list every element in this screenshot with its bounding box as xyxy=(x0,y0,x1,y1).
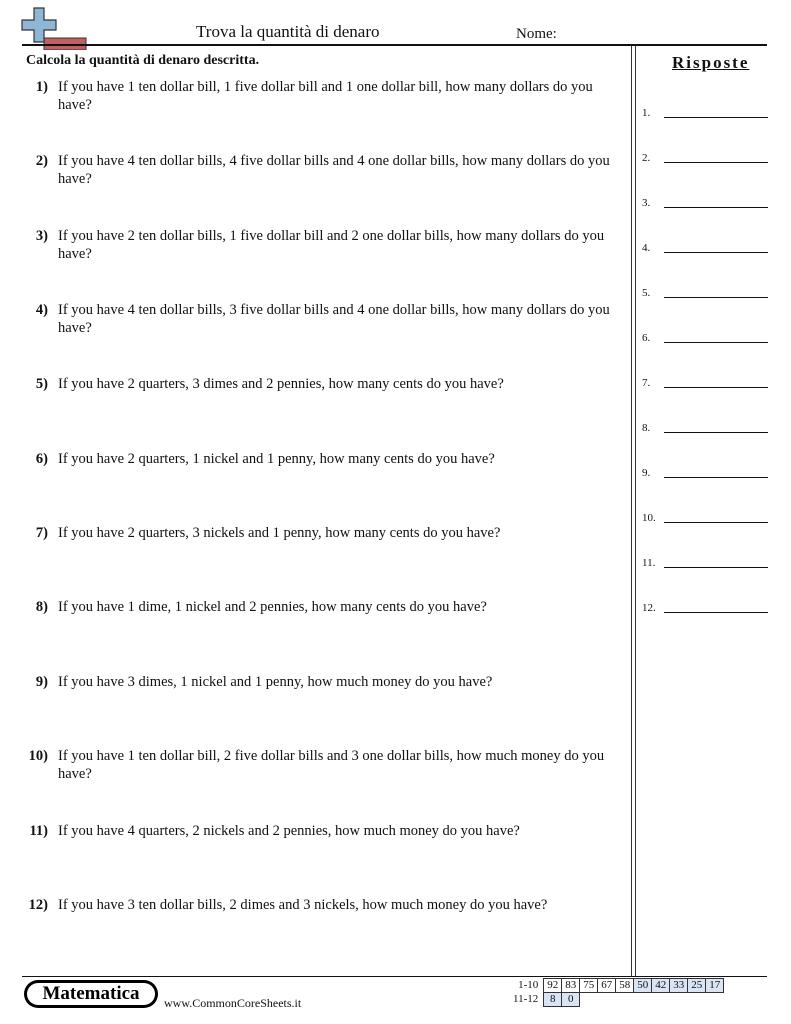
answer-number: 5. xyxy=(642,287,651,299)
score-cell: 0 xyxy=(562,993,580,1007)
answer-slot-6[interactable] xyxy=(642,325,768,345)
question-number: 2) xyxy=(35,153,48,169)
answer-number: 4. xyxy=(642,242,651,254)
answer-line[interactable] xyxy=(664,567,768,568)
question-text: If you have 4 ten dollar bills, 4 five dollar bills and 4 one dollar bills, how many dollars do you have? xyxy=(58,153,610,187)
answer-line[interactable] xyxy=(664,432,768,433)
score-cell: 75 xyxy=(580,979,598,993)
column-divider xyxy=(635,46,636,976)
column-divider xyxy=(631,46,632,976)
question-text: If you have 2 quarters, 3 dimes and 2 pennies, how many cents do you have? xyxy=(58,376,504,392)
score-table xyxy=(510,978,724,1007)
answer-slot-5[interactable] xyxy=(642,280,768,300)
answer-number: 3. xyxy=(642,197,651,209)
answer-number: 2. xyxy=(642,152,651,164)
question-text: If you have 1 ten dollar bill, 1 five dollar bill and 1 one dollar bill, how many dollars do you have? xyxy=(58,79,593,113)
question-text: If you have 4 quarters, 2 nickels and 2 pennies, how much money do you have? xyxy=(58,823,520,839)
score-range: 11-12 xyxy=(513,993,539,1005)
answer-number: 10. xyxy=(642,512,656,524)
question-text: If you have 1 ten dollar bill, 2 five dollar bills and 3 one dollar bills, how much money do you have? xyxy=(58,748,605,782)
answer-slot-1[interactable] xyxy=(642,100,768,120)
question-number: 6) xyxy=(35,451,48,467)
answer-slot-3[interactable] xyxy=(642,190,768,210)
question-text: If you have 2 quarters, 3 nickels and 1 penny, how many cents do you have? xyxy=(58,525,501,541)
score-cell: 8 xyxy=(544,993,562,1007)
question-number: 10) xyxy=(28,748,48,764)
answer-number: 8. xyxy=(642,422,651,434)
answer-number: 7. xyxy=(642,377,651,389)
answer-line[interactable] xyxy=(664,117,768,118)
question-number: 9) xyxy=(35,674,48,690)
question-number: 7) xyxy=(35,525,48,541)
answer-slot-7[interactable] xyxy=(642,370,768,390)
answer-slot-12[interactable] xyxy=(642,595,768,615)
answer-line[interactable] xyxy=(664,477,768,478)
question-number: 11) xyxy=(29,823,48,839)
footer-divider xyxy=(22,976,767,977)
score-row xyxy=(510,993,724,1007)
instructions: Calcola la quantità di denaro descritta. xyxy=(26,53,260,68)
score-cell: 83 xyxy=(562,979,580,993)
answer-line[interactable] xyxy=(664,252,768,253)
answers-title: Risposte xyxy=(672,53,750,72)
name-label: Nome: xyxy=(516,26,557,42)
header-divider xyxy=(22,44,767,46)
question-number: 4) xyxy=(35,302,48,318)
question-text: If you have 1 dime, 1 nickel and 2 pennies, how many cents do you have? xyxy=(58,599,487,615)
score-spacer xyxy=(580,993,724,1007)
score-cell: 50 xyxy=(634,979,652,993)
answer-line[interactable] xyxy=(664,342,768,343)
answer-line[interactable] xyxy=(664,297,768,298)
question-number: 3) xyxy=(35,228,48,244)
question-number: 1) xyxy=(35,79,48,95)
brand-label: Matematica xyxy=(27,983,155,1005)
score-cell: 33 xyxy=(670,979,688,993)
score-cell: 25 xyxy=(688,979,706,993)
score-cell: 42 xyxy=(652,979,670,993)
answer-line[interactable] xyxy=(664,207,768,208)
answer-slot-4[interactable] xyxy=(642,235,768,255)
answer-line[interactable] xyxy=(664,162,768,163)
score-cell: 17 xyxy=(706,979,724,993)
question-number: 5) xyxy=(35,376,48,392)
answer-line[interactable] xyxy=(664,612,768,613)
answer-number: 12. xyxy=(642,602,656,614)
question-number: 8) xyxy=(35,599,48,615)
website-link[interactable]: www.CommonCoreSheets.it xyxy=(164,996,302,1010)
answer-number: 6. xyxy=(642,332,651,344)
question-text: If you have 4 ten dollar bills, 3 five dollar bills and 4 one dollar bills, how many dollars do you have? xyxy=(58,302,610,336)
answer-slot-2[interactable] xyxy=(642,145,768,165)
answer-line[interactable] xyxy=(664,522,768,523)
answer-slot-11[interactable] xyxy=(642,550,768,570)
answer-number: 9. xyxy=(642,467,651,479)
score-row xyxy=(510,979,724,993)
question-text: If you have 2 quarters, 1 nickel and 1 penny, how many cents do you have? xyxy=(58,451,495,467)
question-text: If you have 3 ten dollar bills, 2 dimes and 3 nickels, how much money do you have? xyxy=(58,897,548,913)
question-text: If you have 2 ten dollar bills, 1 five dollar bill and 2 one dollar bills, how many dollars do you have? xyxy=(58,228,605,262)
score-cell: 58 xyxy=(616,979,634,993)
answer-slot-9[interactable] xyxy=(642,460,768,480)
question-number: 12) xyxy=(28,897,48,913)
score-cell: 92 xyxy=(544,979,562,993)
answer-line[interactable] xyxy=(664,387,768,388)
question-text: If you have 3 dimes, 1 nickel and 1 penny, how much money do you have? xyxy=(58,674,493,690)
answer-slot-10[interactable] xyxy=(642,505,768,525)
score-cell: 67 xyxy=(598,979,616,993)
answer-number: 1. xyxy=(642,107,651,119)
brand-badge xyxy=(24,980,158,1008)
page-title: Trova la quantità di denaro xyxy=(196,22,380,41)
answer-slot-8[interactable] xyxy=(642,415,768,435)
answer-number: 11. xyxy=(642,557,656,569)
score-range: 1-10 xyxy=(518,979,539,991)
